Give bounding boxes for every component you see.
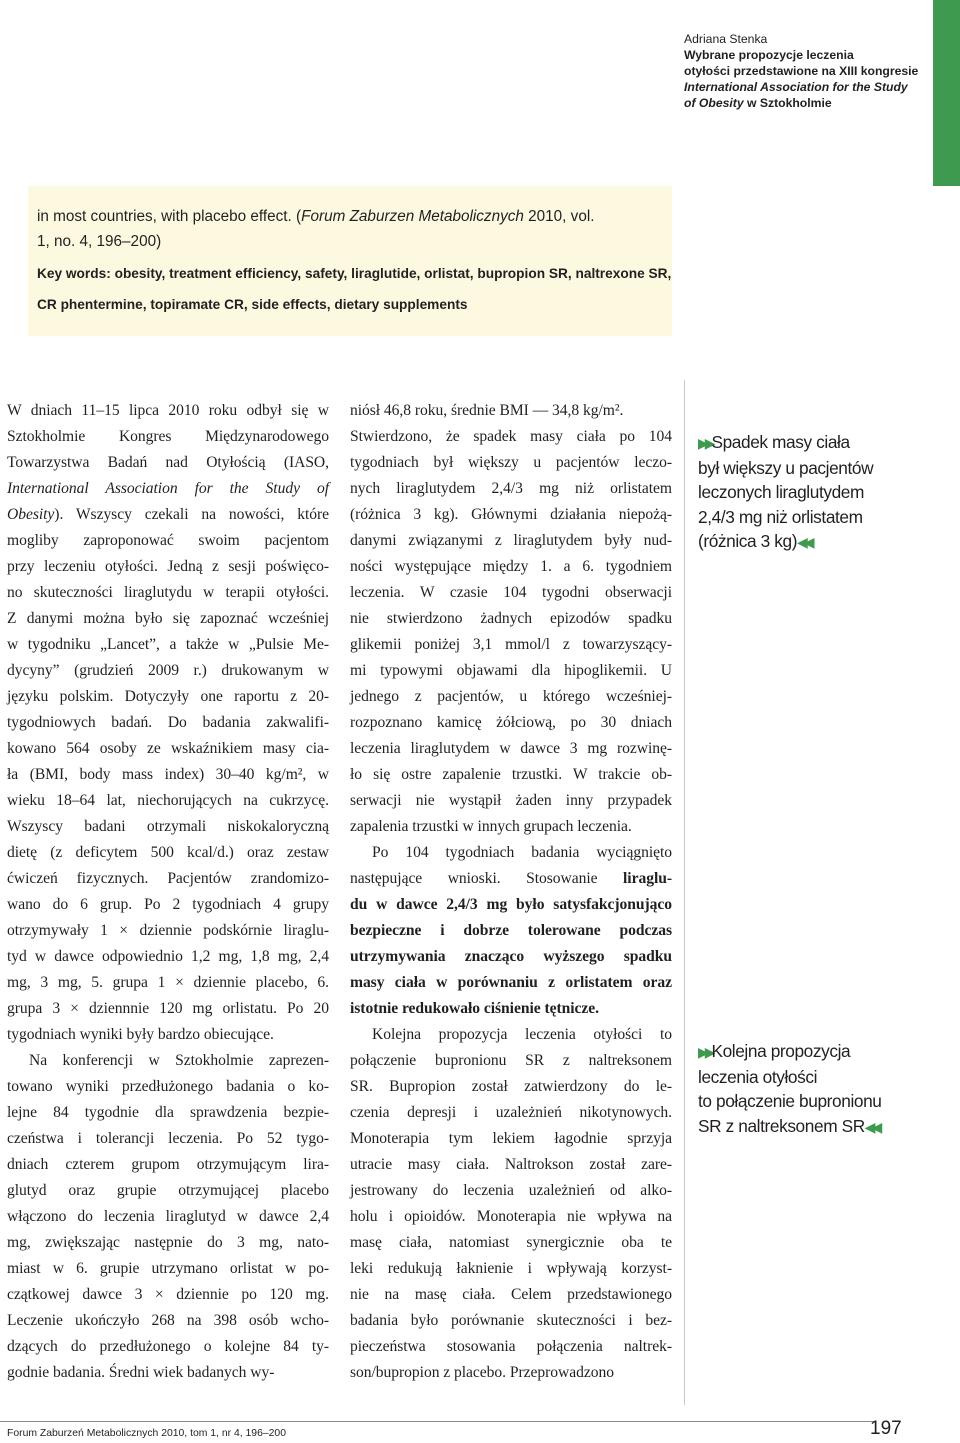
text-line: tygodniach był większy u pacjentów leczo-: [350, 454, 672, 471]
text-line: lejne 84 tygodnie dla sprawdzenia bezpie-: [7, 1104, 329, 1121]
body-column-2: [350, 398, 672, 1386]
text-line: języku polskim. Dotyczyły one raportu z 20-: [7, 688, 329, 705]
text-line: ło się ostre zapalenie trzustki. W trakcie ob-: [350, 766, 672, 783]
header-title-line-1: Wybrane propozycje leczenia: [684, 48, 854, 62]
pull-quote-line: był większy u pacjentów: [698, 457, 874, 478]
text-line: (różnica 3 kg). Głównymi działania niepożą-: [350, 506, 672, 523]
text-line: przy leczeniu otyłości. Jedną z sesji poświęco-: [7, 558, 329, 575]
text-line: rozpoznano kamicę żółciową, po 30 dniach: [350, 714, 672, 731]
text-line: holu i opioidów. Monoterapia nie wpływa na: [350, 1208, 672, 1225]
text-line: jednego z pacjentów, u którego wcześniej-: [350, 688, 672, 705]
text-line: glikemii poniżej 3,1 mmol/l z towarzyszący-: [350, 636, 672, 653]
text-line: leczenia liraglutydem w dawce 3 mg rozwinę-: [350, 740, 672, 757]
text-line: dycyny” (grudzień 2009 r.) drukowanym w: [7, 662, 329, 679]
text-line: czątkowej dawce 3 × dziennie po 120 mg.: [7, 1286, 329, 1303]
header-title-line-4: of Obesity w Sztokholmie: [684, 96, 832, 110]
text-line: pieczeństwa stosowania połączenia naltrek-: [350, 1338, 672, 1355]
pull-quote-line: leczenia otyłości: [698, 1066, 818, 1087]
text-line: miast w 6. grupie utrzymano orlistat w po-: [7, 1260, 329, 1277]
text-line: W dniach 11–15 lipca 2010 roku odbył się w: [7, 402, 329, 419]
text-line: ności występujące między 1. a 6. tygodniem: [350, 558, 672, 575]
text-line: jestrowany do leczenia uzależnień od alko-: [350, 1182, 672, 1199]
text-line: Leczenie ukończyło 268 na 398 osób wcho-: [7, 1312, 329, 1329]
keywords-line-1: Key words: obesity, treatment efficiency, safety, liraglutide, orlistat, bupropion SR, naltrexone SR,: [37, 266, 672, 281]
text-line: masę ciała, natomiast synergicznie oba te: [350, 1234, 672, 1251]
text-line: Stwierdzono, że spadek masy ciała po 104: [350, 428, 672, 445]
text-line: Towarzystwa Badań nad Otyłością (IASO,: [7, 454, 329, 471]
abstract-citation-line-1: in most countries, with placebo effect. (Forum Zaburzen Metabolicznych 2010, vol.: [37, 208, 595, 225]
pull-quote-line: (różnica 3 kg) ◀◀: [698, 531, 811, 552]
text-line: mogliby zaproponować swoim pacjentom: [7, 532, 329, 549]
text-line: serwacji nie wystąpił żaden inny przypadek: [350, 792, 672, 809]
header-author: Adriana Stenka: [684, 32, 768, 46]
text-line: grupa 3 × dziennnie 120 mg orlistatu. Po 20: [7, 1000, 329, 1017]
text-line: tygodniowych badań. Do badania zakwalifi-: [7, 714, 329, 731]
header-title-line-3: International Association for the Study: [684, 80, 908, 94]
text-line: czeństwa i tolerancji leczenia. Po 52 tygo-: [7, 1130, 329, 1147]
text-line: dietę (z deficytem 500 kcal/d.) oraz zestaw: [7, 844, 329, 861]
text-line: godnie badania. Średni wiek badanych wy-: [7, 1364, 275, 1381]
text-line: Wszyscy badani otrzymali niskokaloryczną: [7, 818, 329, 835]
page-number: 197: [870, 1418, 902, 1439]
text-line: du w dawce 2,4/3 mg było satysfakcjonująco: [350, 896, 672, 913]
text-line: mg, 3 mg, 5. grupa 1 × dziennie placebo, 6.: [7, 974, 329, 991]
text-line: Obesity). Wszyscy czekali na nowości, które: [7, 506, 329, 523]
pull-quote-1: [698, 430, 938, 555]
text-line: wano do 6 grup. Po 2 tygodniach 4 grupy: [7, 896, 329, 913]
text-line: SR. Bupropion został zatwierdzony do le-: [350, 1078, 672, 1095]
text-line: połączenie bupronionu SR z naltreksonem: [350, 1052, 672, 1069]
text-line: leki redukują łaknienie i wpływają korzyst-: [350, 1260, 672, 1277]
green-accent-bar: [933, 0, 960, 186]
sidebar-divider: [684, 380, 685, 1405]
text-line: utracie masy ciała. Naltrokson został zare-: [350, 1156, 672, 1173]
double-left-triangle-icon: ◀◀: [864, 1118, 879, 1135]
text-line: w tygodniku „Lancet”, a także w „Pulsie Me-: [7, 636, 329, 653]
text-line: Monoterapia tym lekiem łagodnie sprzyja: [350, 1130, 672, 1147]
text-line: mi typowymi objawami dla hipoglikemii. U: [350, 662, 672, 679]
abstract-box: [28, 186, 672, 336]
pull-quote-line: SR z naltreksonem SR ◀◀: [698, 1115, 879, 1136]
text-line: niósł 46,8 roku, średnie BMI — 34,8 kg/m².: [350, 402, 624, 419]
text-line: Po 104 tygodniach badania wyciągnięto: [372, 844, 672, 861]
text-line: czenia depresji i uzależnień nikotynowych.: [350, 1104, 672, 1121]
text-line: zapalenia trzustki w innych grupach leczenia.: [350, 818, 632, 835]
text-line: utrzymywania znacząco wyższego spadku: [350, 948, 672, 965]
text-line: istotnie redukowało ciśnienie tętnicze.: [350, 1000, 599, 1017]
text-line: International Association for the Study of: [7, 480, 329, 497]
body-column-1: [7, 398, 329, 1386]
text-line: włączono do leczenia liraglutyd w dawce 2,4: [7, 1208, 329, 1225]
text-line: towano wyniki przedłużonego badania o ko-: [7, 1078, 329, 1095]
text-line: dniach czterem grupom otrzymującym lira-: [7, 1156, 329, 1173]
text-line: Z danymi można było się zapoznać wcześniej: [7, 610, 329, 627]
double-left-triangle-icon: ◀◀: [797, 534, 811, 551]
pull-quote-2: [698, 1039, 938, 1139]
text-line: Na konferencji w Sztokholmie zaprezen-: [29, 1052, 329, 1069]
pull-quote-line: 2,4/3 mg niż orlistatem: [698, 506, 863, 527]
text-line: otrzymywały 1 × dziennie podskórnie liraglu-: [7, 922, 329, 939]
text-line: Kolejna propozycja leczenia otyłości to: [372, 1026, 672, 1043]
text-line: glutyd oraz grupie otrzymującej placebo: [7, 1182, 329, 1199]
text-line: nie stwierdzono żadnych epizodów spadku: [350, 610, 672, 627]
text-line: dzących do przedłużonego o kolejne 84 ty-: [7, 1338, 329, 1355]
text-line: danymi związanymi z liraglutydem były nud-: [350, 532, 672, 549]
pull-quote-line: ▶▶ Kolejna propozycja: [698, 1041, 851, 1061]
pull-quote-line: ▶▶ Spadek masy ciała: [698, 432, 850, 452]
text-line: ćwiczeń fizycznych. Pacjentów zrandomizo-: [7, 870, 329, 887]
footer-journal: Forum Zaburzeń Metabolicznych 2010, tom 1, nr 4, 196–200: [7, 1428, 286, 1439]
text-line: Sztokholmie Kongres Międzynarodowego: [7, 428, 329, 445]
double-right-triangle-icon: ▶▶: [698, 435, 712, 451]
pull-quote-line: leczonych liraglutydem: [698, 482, 865, 503]
text-line: kowano 564 osoby ze wskaźnikiem masy cia-: [7, 740, 329, 757]
text-line: tyd w dawce odpowiednio 1,2 mg, 1,8 mg, 2,4: [7, 948, 329, 965]
text-line: tygodniach wyniki były bardzo obiecujące.: [7, 1026, 274, 1043]
text-line: ła (BMI, body mass index) 30–40 kg/m², w: [7, 766, 329, 783]
pull-quote-line: to połączenie bupronionu: [698, 1091, 882, 1112]
text-line: masy ciała w porównaniu z orlistatem oraz: [350, 974, 672, 991]
text-line: badania było porównanie skuteczności i bez-: [350, 1312, 672, 1329]
text-line: leczenia. W czasie 104 tygodni obserwacji: [350, 584, 672, 601]
text-line: nie na masę ciała. Celem przedstawionego: [350, 1286, 672, 1303]
footer-rule: [0, 1421, 876, 1422]
text-line: no skuteczności liraglutydu w terapii otyłości.: [7, 584, 329, 601]
abstract-citation-line-2: 1, no. 4, 196–200): [37, 233, 162, 250]
keywords-line-2: CR phentermine, topiramate CR, side effects, dietary supplements: [37, 297, 468, 312]
text-line: bezpieczne i dobrze tolerowane podczas: [350, 922, 672, 939]
text-line: nych liraglutydem 2,4/3 mg niż orlistatem: [350, 480, 672, 497]
text-line: wieku 18–64 lat, niechorujących na cukrzycę.: [7, 792, 329, 809]
text-line: następujące wnioski. Stosowanie liraglu-: [350, 870, 672, 887]
double-right-triangle-icon: ▶▶: [698, 1044, 712, 1060]
running-header: [684, 31, 924, 111]
text-line: son/bupropion z placebo. Przeprowadzono: [350, 1364, 614, 1381]
header-title-line-2: otyłości przedstawione na XIII kongresie: [684, 64, 919, 78]
text-line: mg, zwiększając następnie do 3 mg, nato-: [7, 1234, 329, 1251]
